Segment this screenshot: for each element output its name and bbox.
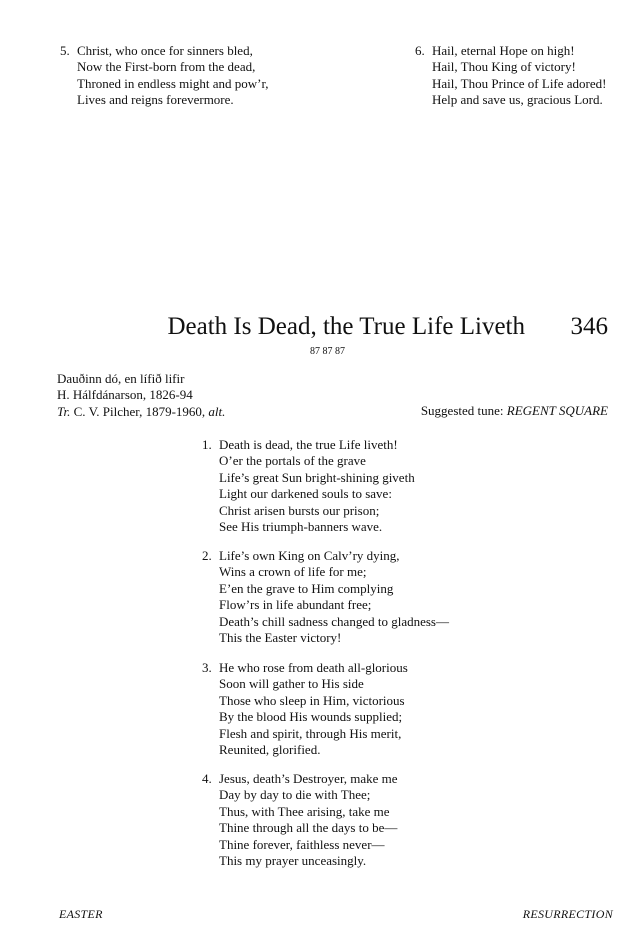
translator-suffix: alt. (208, 403, 226, 419)
stanza-line: Flow’rs in life abundant free; (219, 597, 372, 613)
stanza-line: E’en the grave to Him complying (219, 580, 394, 596)
translator-prefix: Tr. (57, 403, 71, 419)
stanza-line: By the blood His wounds supplied; (219, 709, 403, 725)
stanza-line: Thus, with Thee arising, take me (219, 803, 390, 819)
stanza-line: Hail, eternal Hope on high! (432, 43, 575, 58)
stanza-line: Death is dead, the true Life liveth! (219, 437, 398, 452)
author: H. Hálfdánarson, 1826-94 (57, 387, 193, 403)
stanza-line: Life’s own King on Calv’ry dying, (219, 548, 400, 563)
footer-section-right: RESURRECTION (522, 907, 613, 921)
stanza-line: Thine through all the days to be— (219, 820, 398, 836)
stanza-line: Throned in endless might and pow’r, (77, 75, 269, 91)
stanza-3 (202, 660, 408, 758)
stanza-line: Life’s great Sun bright-shining giveth (219, 469, 415, 485)
hymn-number: 346 (570, 313, 608, 340)
stanza-line: Soon will gather to His side (219, 676, 364, 692)
stanza-line: Death’s chill sadness changed to gladness— (219, 613, 449, 629)
tune-label: Suggested tune: (420, 403, 504, 418)
original-title: Dauðinn dó, en lífið lifir (57, 371, 185, 386)
prev-stanza-6 (415, 43, 606, 109)
prev-stanza-5 (60, 43, 269, 109)
stanza-line: Wins a crown of life for me; (219, 564, 367, 580)
stanza-line: Hail, Thou King of victory! (432, 59, 576, 75)
stanza-1 (202, 437, 415, 535)
translator-name: C. V. Pilcher, 1879-1960, (73, 403, 206, 419)
stanza-line: Christ, who once for sinners bled, (77, 43, 253, 58)
stanza-line: Light our darkened souls to save: (219, 486, 392, 502)
stanza-number: 1. (202, 437, 212, 452)
stanza-line: This the Easter victory! (219, 630, 342, 646)
stanza-number: 6. (415, 43, 425, 58)
stanza-4 (202, 771, 398, 869)
stanza-line: Jesus, death’s Destroyer, make me (219, 771, 398, 786)
stanza-line: Lives and reigns forevermore. (77, 92, 234, 108)
stanza-line: Reunited, glorified. (219, 742, 321, 758)
stanza-line: This my prayer unceasingly. (219, 853, 367, 869)
tune-name: REGENT SQUARE (506, 403, 608, 418)
stanza-line: Christ arisen bursts our prison; (219, 502, 380, 518)
stanza-line: Flesh and spirit, through His merit, (219, 725, 402, 741)
stanza-number: 3. (202, 660, 212, 675)
suggested-tune (421, 403, 608, 419)
stanza-line: Hail, Thou Prince of Life adored! (432, 75, 607, 91)
hymn-meter: 87 87 87 (310, 346, 345, 357)
hymn-title: Death Is Dead, the True Life Liveth (167, 313, 525, 340)
stanza-number: 5. (60, 43, 70, 58)
footer-section-left: EASTER (59, 907, 103, 921)
stanza-line: Day by day to die with Thee; (219, 787, 371, 803)
stanza-line: Those who sleep in Him, victorious (219, 692, 405, 708)
stanza-line: Now the First-born from the dead, (77, 59, 256, 75)
stanza-line: O’er the portals of the grave (219, 453, 366, 469)
stanza-line: See His triumph-banners wave. (219, 519, 383, 535)
stanza-2 (202, 548, 449, 646)
translator (57, 404, 225, 420)
stanza-line: Help and save us, gracious Lord. (432, 92, 603, 108)
stanza-number: 2. (202, 548, 212, 563)
stanza-number: 4. (202, 771, 212, 786)
stanza-line: He who rose from death all-glorious (219, 660, 408, 675)
stanza-line: Thine forever, faithless never— (219, 836, 385, 852)
attribution (57, 371, 225, 420)
